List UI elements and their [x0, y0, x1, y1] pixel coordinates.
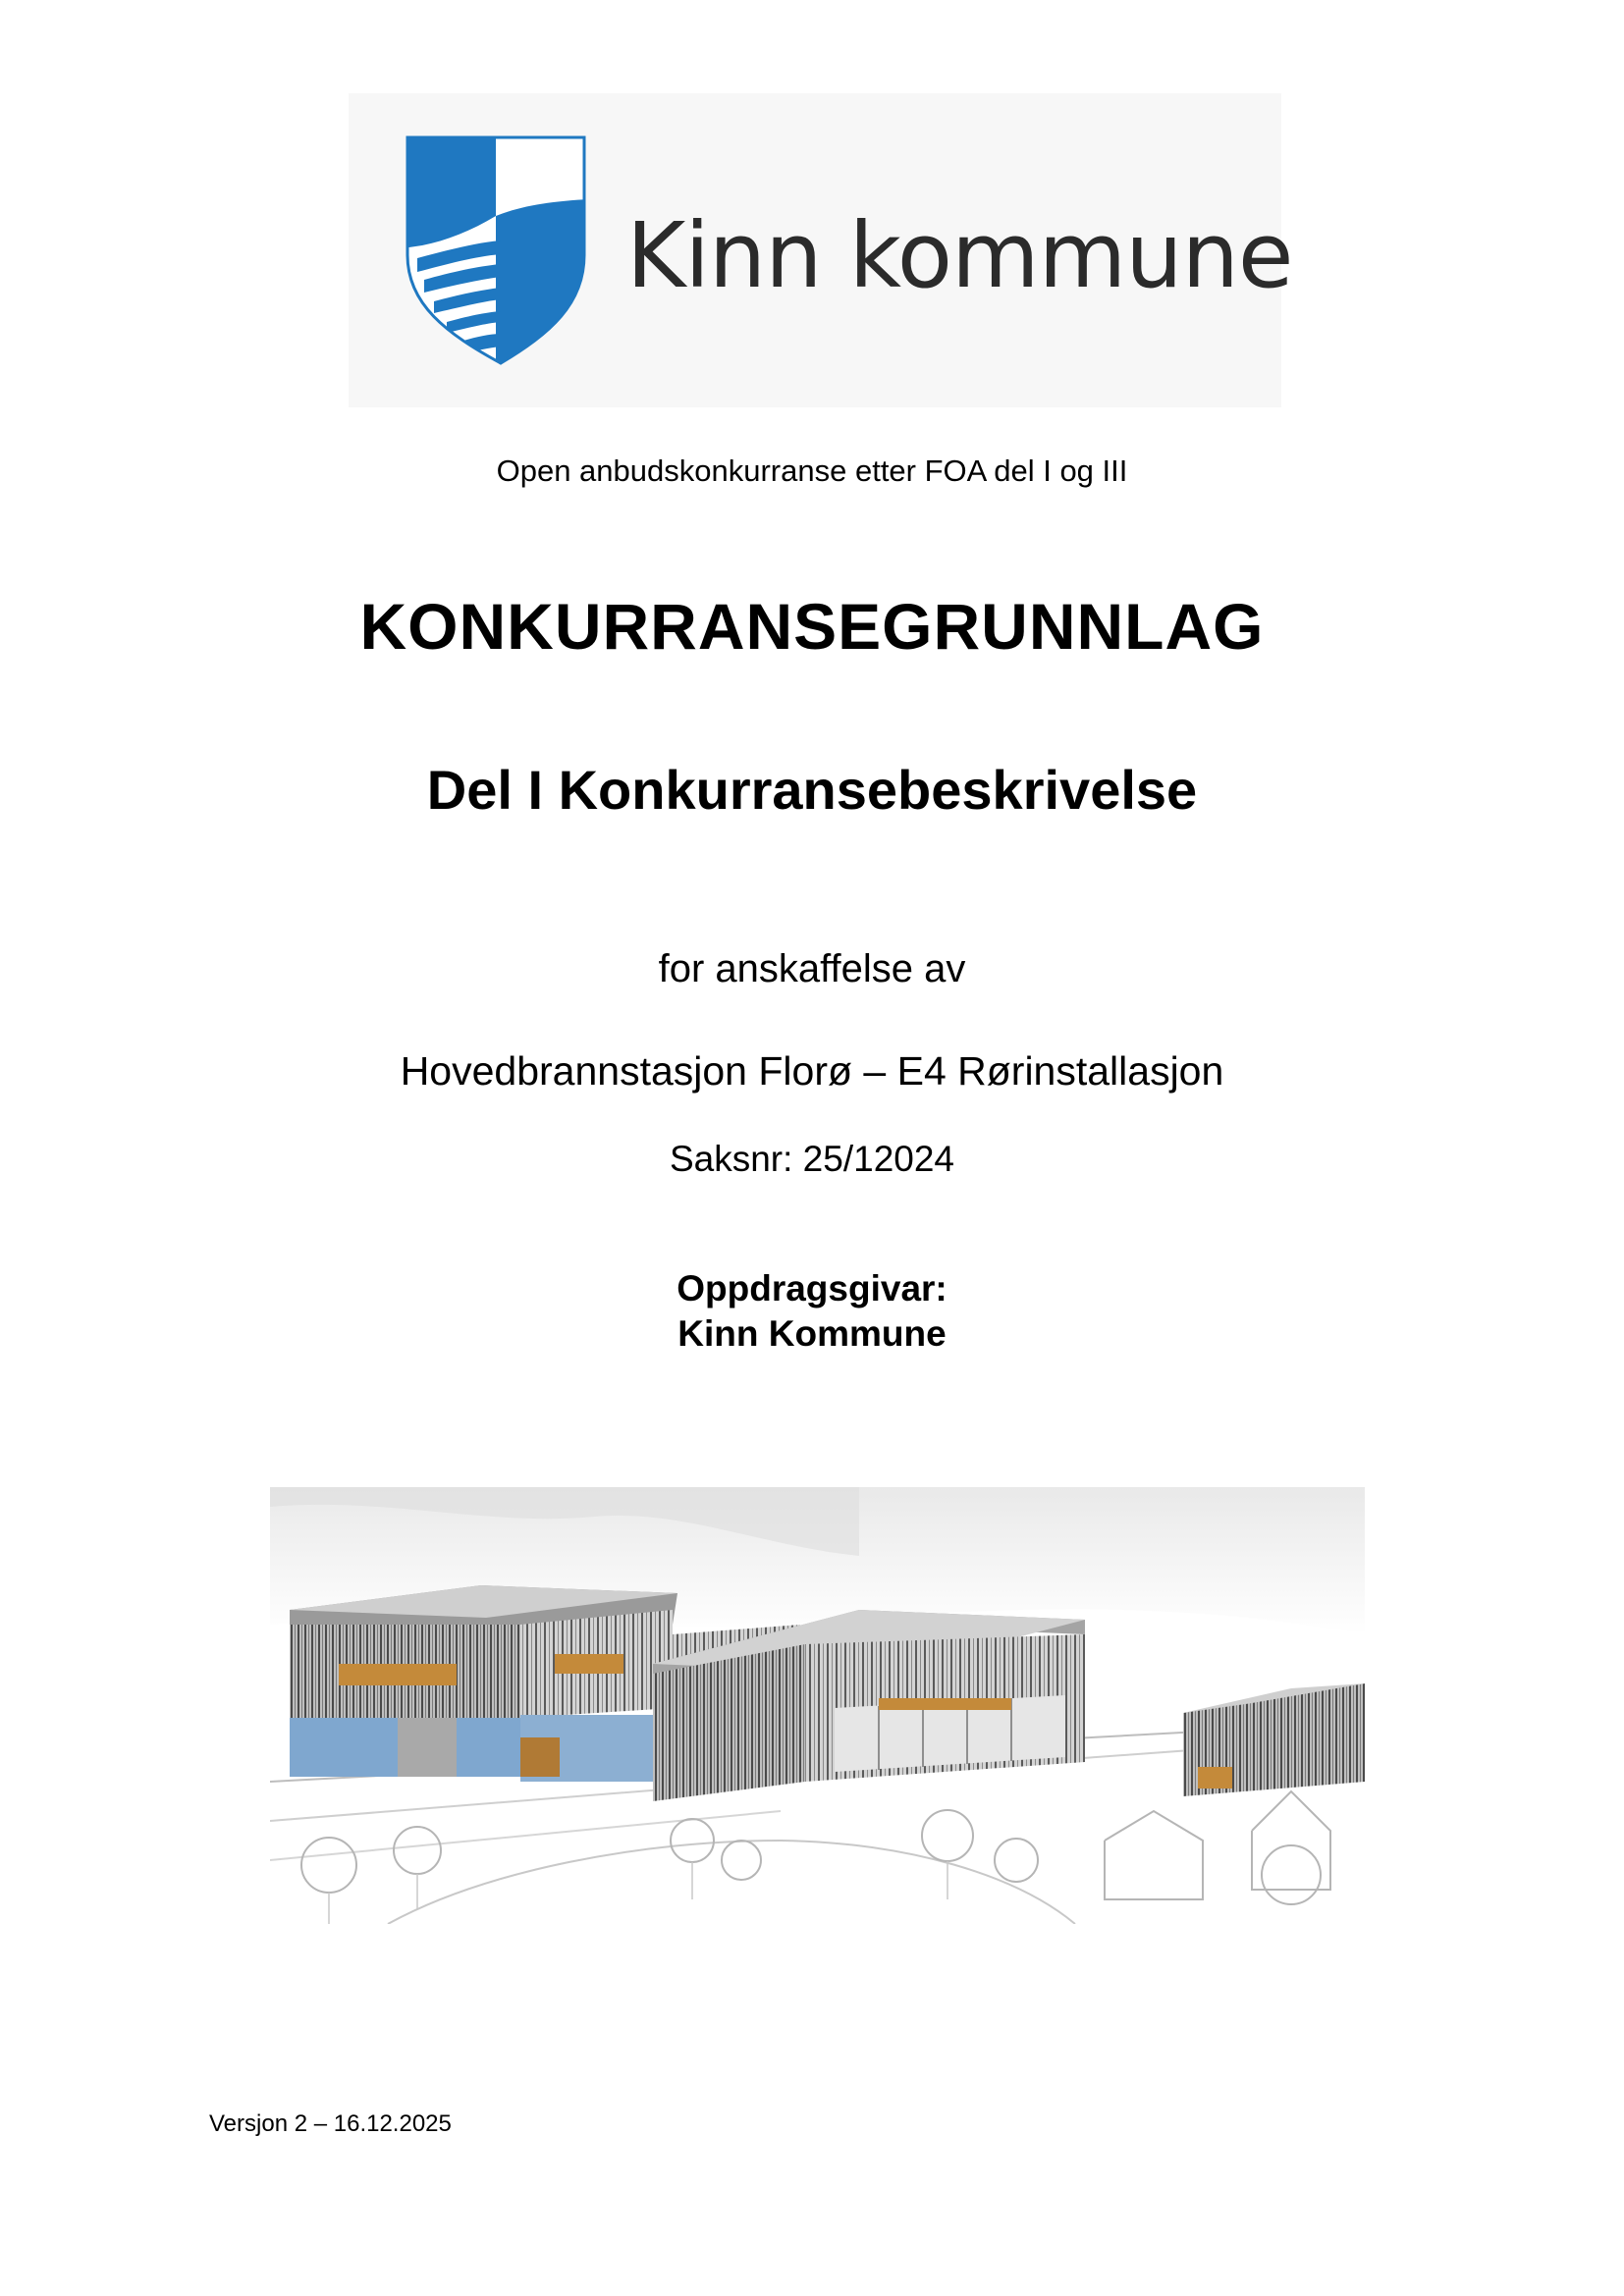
project-name: Hovedbrannstasjon Florø – E4 Rørinstallasjon: [400, 1048, 1224, 1094]
document-title: KONKURRANSEGRUNNLAG: [359, 590, 1265, 663]
document-subtitle: Del I Konkurransebeskrivelse: [426, 759, 1198, 821]
case-number: Saksnr: 25/12024: [669, 1139, 955, 1179]
kinn-shield-icon: [403, 133, 589, 368]
version-date: Versjon 2 – 16.12.2025: [209, 2110, 452, 2137]
logo-text: Kinn kommune: [626, 203, 1293, 308]
municipality-logo: [349, 93, 1293, 407]
purpose-text: for anskaffelse av: [658, 947, 966, 990]
building-illustration: [270, 1487, 1365, 1924]
client-label: Oppdragsgivar:: [677, 1268, 947, 1308]
procedure-type: Open anbudskonkurranse etter FOA del I og III: [496, 454, 1128, 488]
fire-station-rendering: [270, 1487, 1365, 1924]
client-name: Kinn Kommune: [677, 1313, 947, 1354]
